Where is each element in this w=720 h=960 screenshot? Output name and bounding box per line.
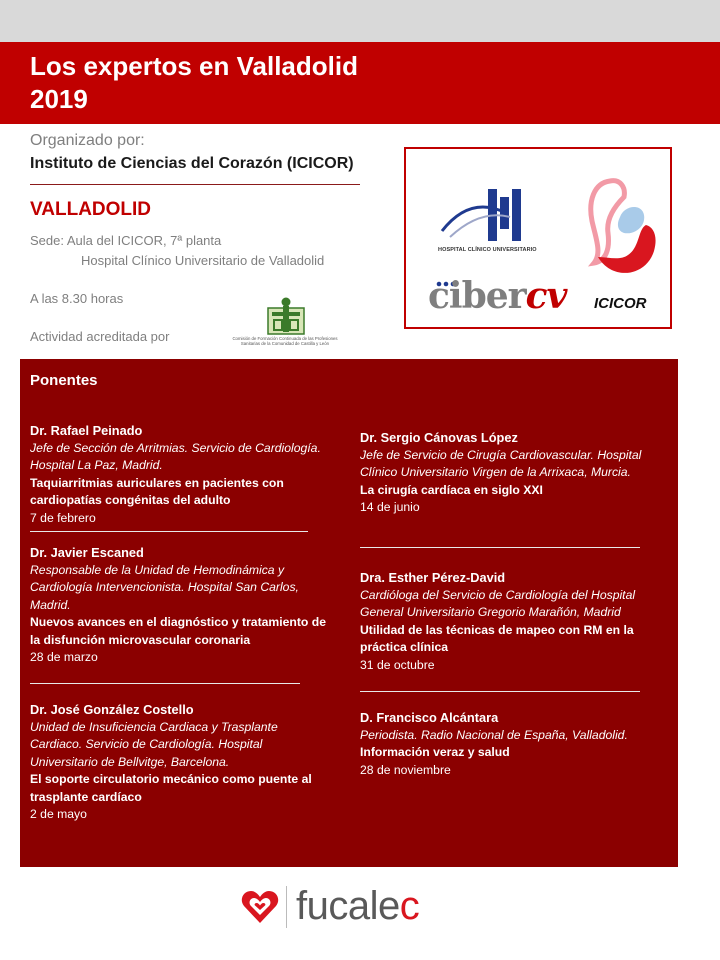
speaker-name: Dr. José González Costello xyxy=(30,702,194,717)
talk-title: Taquiarritmias auriculares en pacientes con cardiopatías congénitas del adulto xyxy=(30,475,284,507)
talk-date: 28 de noviembre xyxy=(360,762,451,777)
speakers-panel xyxy=(20,359,678,867)
accreditation-logo xyxy=(226,296,344,350)
speaker-role: Jefe de Sección de Arritmias. Servicio de Cardiología. Hospital La Paz, Madrid. xyxy=(30,440,321,472)
logo-separator xyxy=(286,886,287,928)
fucalec-wordmark xyxy=(296,884,419,928)
speaker-name: Dr. Rafael Peinado xyxy=(30,423,143,438)
accreditation-caption: Comisión de Formación Continuada de las Profesiones Sanitarias de la Comunidad de Castilla y León xyxy=(232,336,338,346)
hospital-logo-icon xyxy=(440,187,540,245)
speaker-card xyxy=(30,544,332,667)
talk-date: 31 de octubre xyxy=(360,657,435,672)
talk-date: 7 de febrero xyxy=(30,510,96,525)
accreditation-seal-icon xyxy=(266,296,306,336)
talk-date: 28 de marzo xyxy=(30,650,98,664)
cibercv-logo xyxy=(428,275,566,317)
speaker-role: Cardióloga del Servicio de Cardiología del Hospital General Universitario Gregorio Marañón, Madrid xyxy=(360,587,636,619)
talk-title: Utilidad de las técnicas de mapeo con RM en la práctica clínica xyxy=(360,622,634,654)
talk-title: Información veraz y salud xyxy=(360,745,510,759)
venue-line-2: Hospital Clínico Universitario de Valladolid xyxy=(81,253,325,268)
wordmark-last-letter: c xyxy=(399,884,420,928)
organizer-name: Instituto de Ciencias del Corazón (ICICOR) xyxy=(30,155,354,172)
fucalec-logo xyxy=(240,880,450,932)
title-line-1: Los expertos en Valladolid xyxy=(30,51,358,81)
speaker-name: D. Francisco Alcántara xyxy=(360,710,499,725)
page-title xyxy=(30,50,430,116)
speaker-role: Jefe de Servicio de Cirugía Cardiovascular. Hospital Clínico Universitario Virgen de la Arrixaca, Murcia. xyxy=(360,447,642,479)
venue-line-1: Sede: Aula del ICICOR, 7ª planta xyxy=(30,233,222,248)
accreditation-text: Actividad acreditada por xyxy=(30,329,170,344)
wordmark-main: fucale xyxy=(296,884,400,928)
speaker-name: Dr. Javier Escaned xyxy=(30,545,144,560)
event-city: VALLADOLID xyxy=(30,199,152,220)
speaker-name: Dr. Sergio Cánovas López xyxy=(360,430,518,445)
speaker-card xyxy=(360,709,660,779)
speaker-role: Unidad de Insuficiencia Cardiaca y Trasplante Cardiaco. Servicio de Cardiología. Hospital Universitario de Bellvitge, Barcelona. xyxy=(30,719,278,769)
partner-logos-box xyxy=(404,147,672,329)
title-line-2: 2019 xyxy=(30,84,88,114)
speaker-divider xyxy=(360,547,640,548)
organizer-divider xyxy=(30,184,360,185)
cibercv-prefix: ciber xyxy=(428,275,526,317)
icicor-wordmark: ICICOR xyxy=(594,295,647,312)
speaker-card xyxy=(30,701,332,824)
speaker-divider xyxy=(360,691,640,692)
talk-title: La cirugía cardíaca en siglo XXI xyxy=(360,482,543,497)
speakers-title: Ponentes xyxy=(30,372,98,389)
event-time: A las 8.30 horas xyxy=(30,291,124,306)
speaker-divider xyxy=(30,683,300,684)
organizer-label: Organizado por: xyxy=(30,132,145,149)
speaker-role: Responsable de la Unidad de Hemodinámica y Cardiología Intervencionista. Hospital San Carlos, Madrid. xyxy=(30,562,299,612)
speaker-divider xyxy=(30,531,308,532)
cibercv-suffix: cv xyxy=(525,275,567,317)
talk-date: 14 de junio xyxy=(360,500,420,514)
speaker-card xyxy=(30,422,330,527)
talk-date: 2 de mayo xyxy=(30,807,87,821)
talk-title: El soporte circulatorio mecánico como puente al trasplante cardíaco xyxy=(30,772,312,804)
speaker-name: Dra. Esther Pérez-David xyxy=(360,570,506,585)
speaker-role: Periodista. Radio Nacional de España, Valladolid. xyxy=(360,727,628,742)
hospital-logo-caption: HOSPITAL CLÍNICO UNIVERSITARIO xyxy=(438,247,537,253)
speaker-card xyxy=(360,429,652,517)
talk-title: Nuevos avances en el diagnóstico y tratamiento de la disfunción microvascular coronaria xyxy=(30,615,326,647)
title-banner xyxy=(0,42,720,124)
speaker-card xyxy=(360,569,660,674)
top-strip xyxy=(0,0,720,42)
heart-icon xyxy=(240,888,280,926)
icicor-heart-icon xyxy=(584,177,664,289)
